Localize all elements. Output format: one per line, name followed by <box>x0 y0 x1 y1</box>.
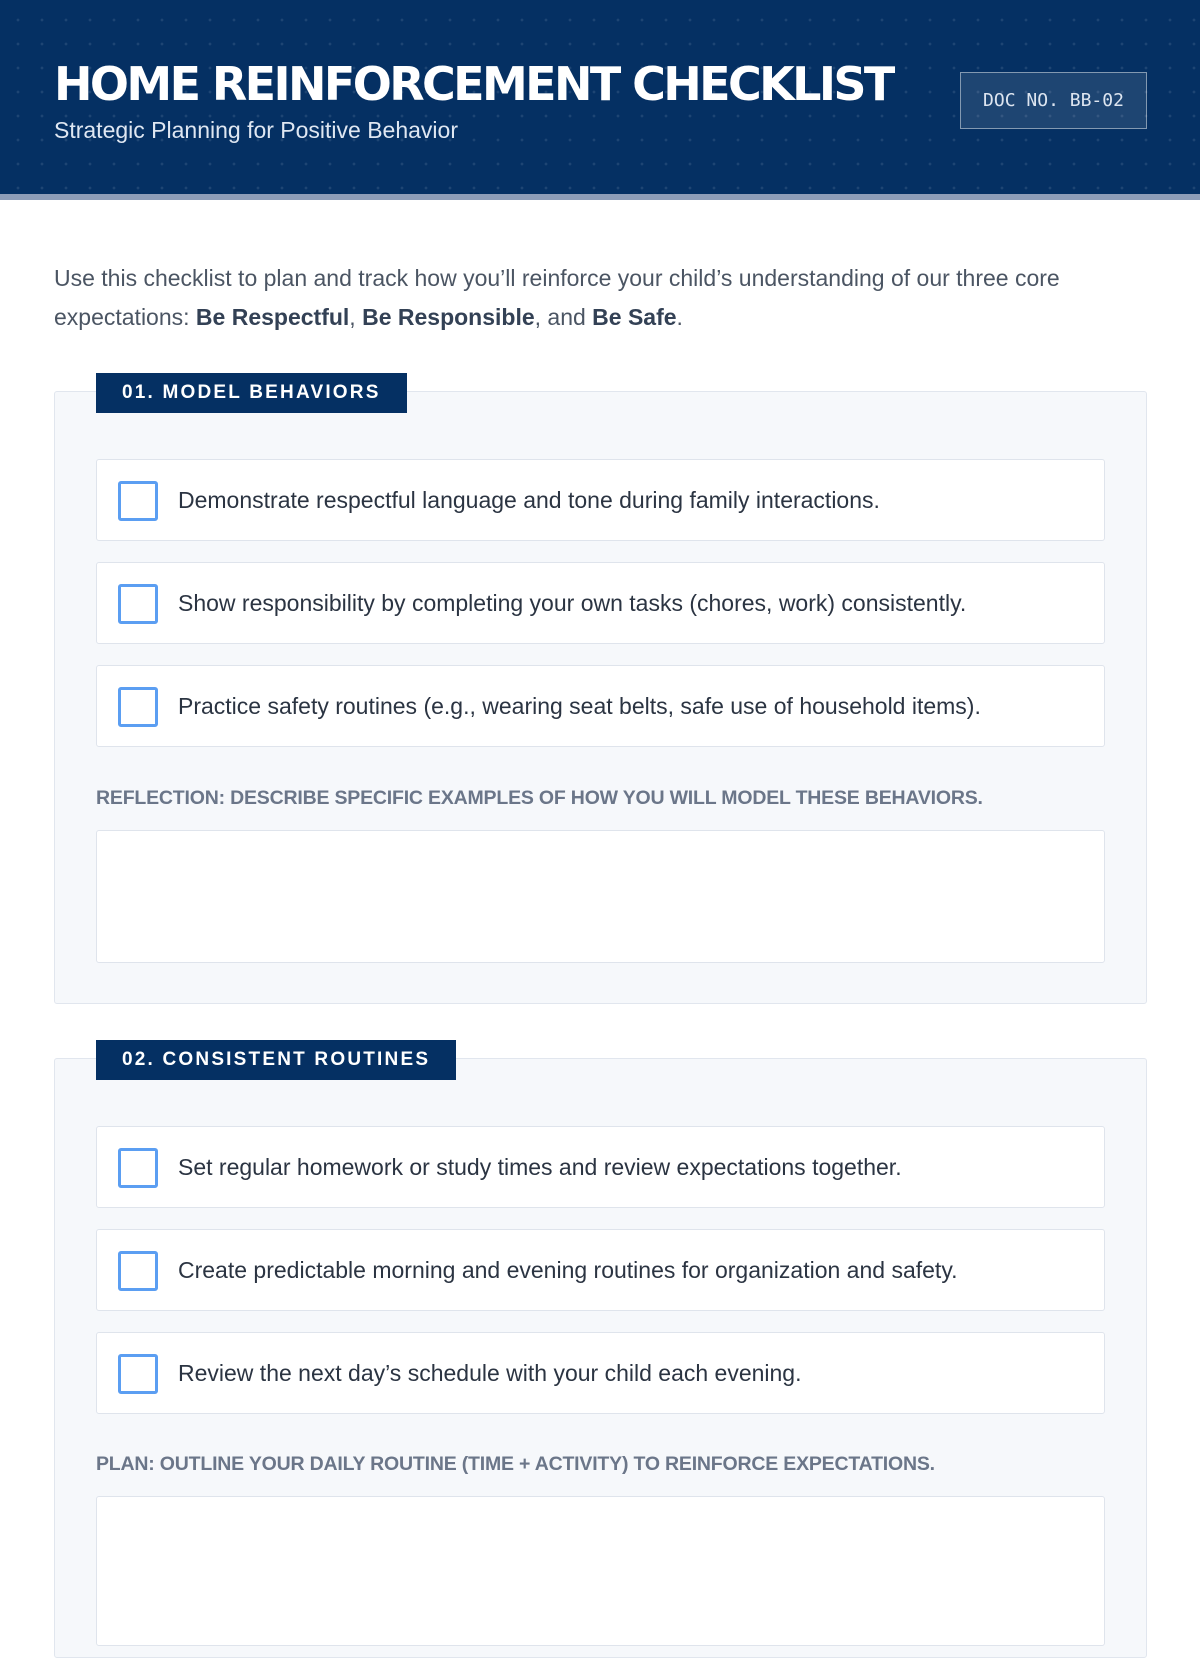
document-number-badge: DOC NO. BB-02 <box>960 72 1147 129</box>
checklist-item[interactable] <box>96 665 1105 747</box>
page-title: HOME REINFORCEMENT CHECKLIST <box>54 57 893 111</box>
intro-end: . <box>676 304 683 330</box>
section-label: 02. CONSISTENT ROUTINES <box>96 1040 456 1080</box>
checklist-item-text: Review the next day’s schedule with your child each evening. <box>178 1360 802 1386</box>
checklist-item-text: Show responsibility by completing your own tasks (chores, work) consistently. <box>178 590 967 616</box>
section-consistent-routines <box>54 1049 1147 1658</box>
checklist-item-text: Demonstrate respectful language and tone during family interactions. <box>178 487 880 513</box>
expectation-safe: Be Safe <box>592 304 677 330</box>
checkbox[interactable] <box>118 1148 158 1188</box>
intro-separator: , <box>349 304 363 330</box>
plan-prompt: PLAN: OUTLINE YOUR DAILY ROUTINE (TIME + ACTIVITY) TO REINFORCE EXPECTATIONS. <box>96 1453 935 1475</box>
expectation-responsible: Be Responsible <box>362 304 535 330</box>
expectation-respectful: Be Respectful <box>195 304 350 330</box>
checklist-item[interactable] <box>96 562 1105 644</box>
checklist-item-text: Practice safety routines (e.g., wearing seat belts, safe use of household items). <box>178 693 981 719</box>
section-model-behaviors <box>54 382 1147 1004</box>
plan-textarea[interactable] <box>96 1496 1105 1646</box>
checklist-item[interactable] <box>96 1229 1105 1311</box>
page-header <box>0 0 1200 200</box>
checklist-item[interactable] <box>96 1126 1105 1208</box>
checkbox[interactable] <box>118 584 158 624</box>
checklist-item-text: Set regular homework or study times and review expectations together. <box>178 1154 902 1180</box>
checkbox[interactable] <box>118 481 158 521</box>
section-label: 01. MODEL BEHAVIORS <box>96 373 407 413</box>
intro-paragraph <box>54 259 1154 337</box>
page-subtitle: Strategic Planning for Positive Behavior <box>54 117 458 143</box>
reflection-prompt: REFLECTION: DESCRIBE SPECIFIC EXAMPLES OF HOW YOU WILL MODEL THESE BEHAVIORS. <box>96 787 983 809</box>
intro-lead: Use this checklist to plan and track how you’ll reinforce your child’s understanding of our three core expectations: <box>54 265 1060 330</box>
checklist-item-text: Create predictable morning and evening routines for organization and safety. <box>178 1257 958 1283</box>
checkbox[interactable] <box>118 687 158 727</box>
checklist-item[interactable] <box>96 1332 1105 1414</box>
checkbox[interactable] <box>118 1354 158 1394</box>
checklist-item[interactable] <box>96 459 1105 541</box>
checkbox[interactable] <box>118 1251 158 1291</box>
reflection-textarea[interactable] <box>96 830 1105 963</box>
intro-separator: , and <box>534 304 593 330</box>
